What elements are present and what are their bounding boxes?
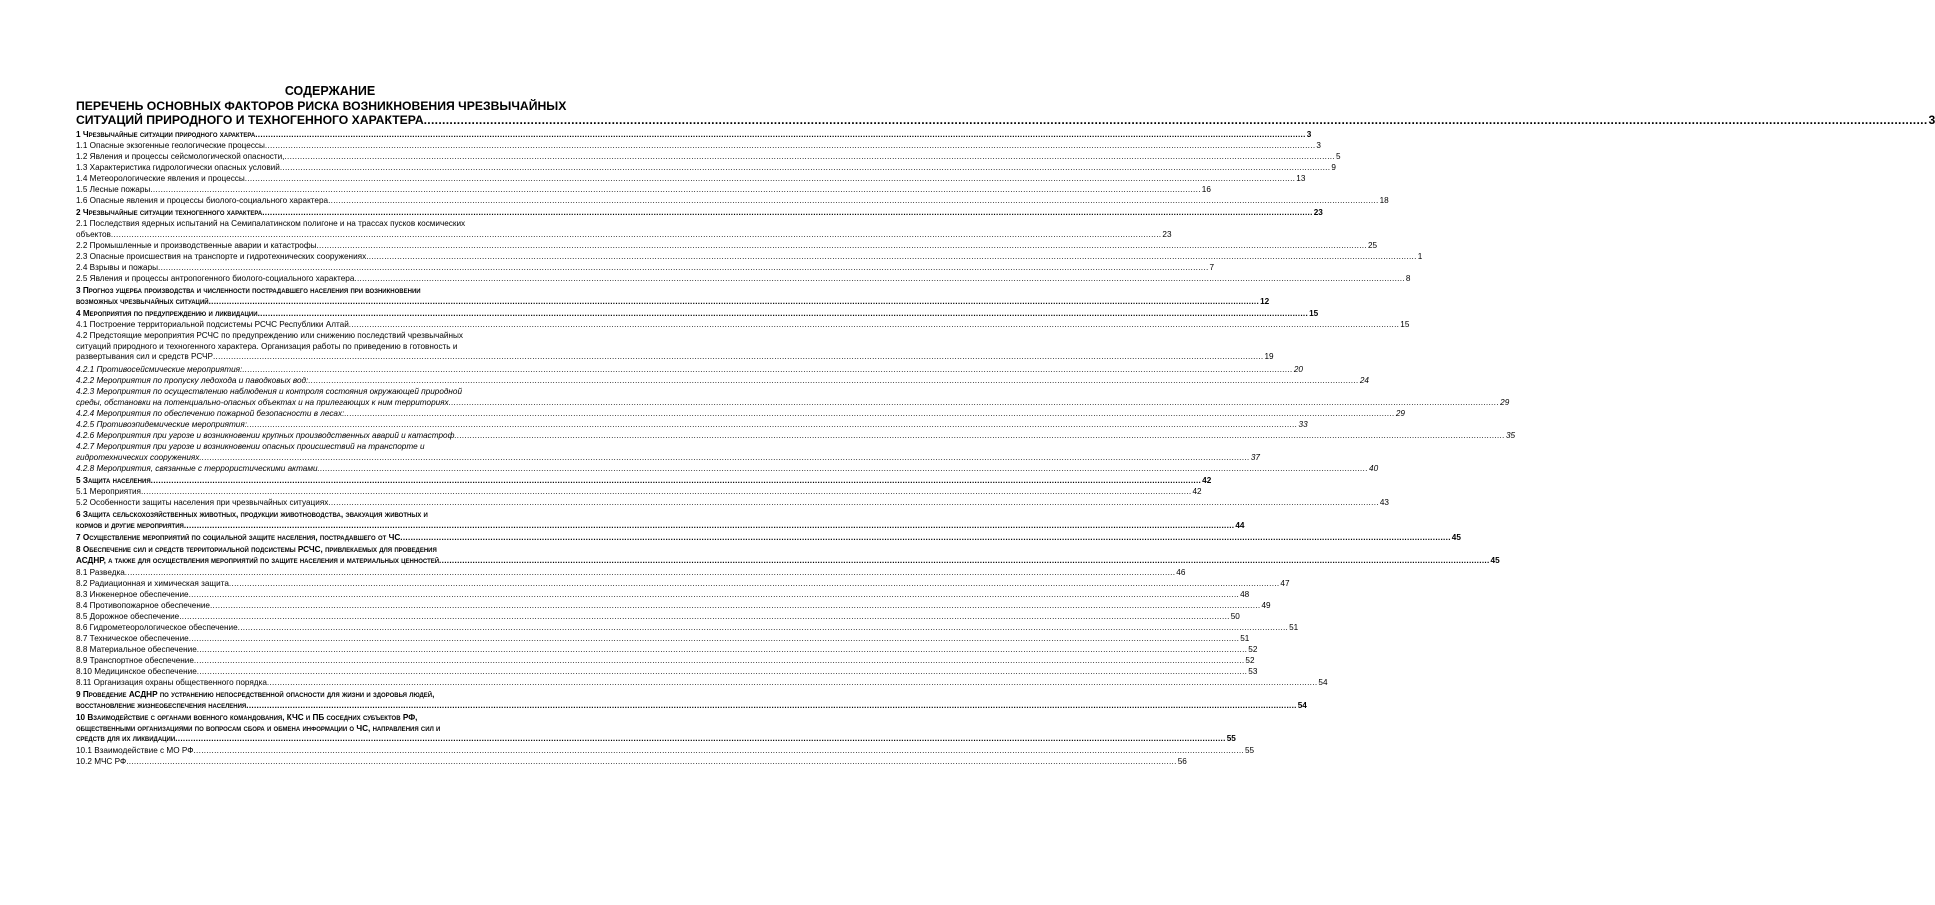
dot-leader xyxy=(255,130,1306,141)
page-number: 44 xyxy=(1235,520,1245,530)
toc-entry-3[interactable] xyxy=(76,286,1270,307)
toc-entry-7[interactable] xyxy=(76,533,1461,544)
toc-entry-10-2[interactable] xyxy=(76,757,1187,768)
entry-text: 8.6 Гидрометеорологическое обеспечение xyxy=(76,623,238,632)
dot-leader xyxy=(344,409,1395,420)
page-number: 7 xyxy=(1209,263,1215,272)
toc-entry-4-2-8[interactable] xyxy=(76,464,1379,475)
dot-leader xyxy=(193,746,1244,757)
dot-leader xyxy=(175,734,1226,745)
toc-entry-8-1[interactable] xyxy=(76,568,1186,579)
page-number: 54 xyxy=(1318,678,1328,687)
dot-leader xyxy=(245,174,1296,185)
page-number: 24 xyxy=(1359,376,1369,385)
dot-leader xyxy=(125,568,1176,579)
toc-entry-10-1[interactable] xyxy=(76,746,1255,757)
page-number: 15 xyxy=(1309,309,1319,318)
page-number: 23 xyxy=(1313,208,1323,217)
entry-text: 8.5 Дорожное обеспечение xyxy=(76,612,180,621)
dot-leader xyxy=(265,141,1316,152)
toc-entry-4-2-2[interactable] xyxy=(76,376,1369,387)
entry-text: среды, обстановки на потенциально-опасных объектах и на прилегающих к ним территориях xyxy=(76,397,449,407)
toc-entry-8-8[interactable] xyxy=(76,645,1258,656)
dot-leader xyxy=(247,420,1298,431)
entry-text: 2.2 Промышленные и производственные аварии и катастрофы xyxy=(76,241,317,250)
toc-entry-8-11[interactable] xyxy=(76,678,1328,689)
dot-leader xyxy=(366,252,1417,263)
entry-text: 2.5 Явления и процессы антропогенного биолого-социального характера xyxy=(76,274,355,283)
entry-text: 5 Защита населения xyxy=(76,476,151,485)
toc-entry-5-1[interactable] xyxy=(76,487,1202,498)
entry-text-line: 4.2.7 Мероприятия при угрозе и возникновении опасных происшествий на транспорте и xyxy=(76,442,425,451)
page-number: 53 xyxy=(1248,667,1258,676)
page-number: 51 xyxy=(1289,623,1299,632)
subtitle-line-1: ПЕРЕЧЕНЬ ОСНОВНЫХ ФАКТОРОВ РИСКА ВОЗНИКНОВЕНИЯ ЧРЕЗВЫЧАЙНЫХ xyxy=(76,99,567,113)
entry-text-line: 4.2.3 Мероприятия по осуществлению наблюдения и контроля состояния окружающей природной xyxy=(76,387,463,396)
page-number: 50 xyxy=(1230,612,1240,621)
subtitle-line-2 xyxy=(76,113,1935,127)
entry-text-line: 6 Защита сельскохозяйственных животных, продукции животноводства, эвакуация животных и xyxy=(76,510,428,519)
toc-entry-8-9[interactable] xyxy=(76,656,1255,667)
page-number: 51 xyxy=(1240,634,1250,643)
dot-leader xyxy=(439,556,1490,567)
entry-text-line: 2.1 Последствия ядерных испытаний на Семипалатинском полигоне и на трассах пусков космических xyxy=(76,219,466,228)
page-number: 19 xyxy=(1264,352,1274,362)
dot-leader xyxy=(197,645,1248,656)
page-title: СОДЕРЖАНИЕ xyxy=(284,84,376,98)
page-number: 18 xyxy=(1379,196,1389,205)
dot-leader xyxy=(151,476,1202,487)
entry-text-line: 3 Прогноз ущерба производства и численности пострадавшего населения при возникновении xyxy=(76,286,421,295)
entry-text: 8.8 Материальное обеспечение xyxy=(76,645,197,654)
entry-text: 2.4 Взрывы и пожары xyxy=(76,263,159,272)
dot-leader xyxy=(328,196,1379,207)
toc-entry-4-2-4[interactable] xyxy=(76,409,1405,420)
dot-leader xyxy=(209,297,1260,308)
entry-text: 8.3 Инженерное обеспечение xyxy=(76,590,189,599)
page-number: 29 xyxy=(1500,397,1510,407)
page-number: 56 xyxy=(1177,757,1187,766)
page-number: 42 xyxy=(1202,476,1212,485)
page-number: 45 xyxy=(1451,533,1461,542)
entry-text-line: 4.2 Предстоящие мероприятия РСЧС по предупреждению или снижению последствий чрезвычайных xyxy=(76,331,463,340)
dot-leader xyxy=(111,230,1162,241)
entry-text: средств для их ликвидации xyxy=(76,734,176,744)
entry-text: 4.2.6 Мероприятия при угрозе и возникновении крупных производственных аварий и катастроф xyxy=(76,431,455,440)
toc-entry-6[interactable] xyxy=(76,510,1245,531)
toc-entry-1-4[interactable] xyxy=(76,174,1306,185)
dot-leader xyxy=(150,185,1201,196)
entry-text: 4.2.5 Противоэпидемические мероприятия: xyxy=(76,420,248,429)
entry-text: 5.1 Мероприятия xyxy=(76,487,141,496)
page-number: 40 xyxy=(1369,464,1379,473)
dot-leader xyxy=(316,241,1367,252)
entry-text: возможных чрезвычайных ситуаций xyxy=(76,296,209,306)
page-number: 15 xyxy=(1400,320,1410,329)
toc-entry-2-4[interactable] xyxy=(76,263,1215,274)
entry-text: АСДНР, а также для осуществления мероприятий по защите населения и материальных ценностей xyxy=(76,555,440,565)
toc-entry-8-10[interactable] xyxy=(76,667,1258,678)
dot-leader xyxy=(349,320,1400,331)
entry-text: 1.3 Характеристика гидрологически опасных условий xyxy=(76,163,280,172)
page-number: 43 xyxy=(1379,498,1389,507)
page-number: 37 xyxy=(1250,452,1260,462)
page-number: 52 xyxy=(1248,645,1258,654)
page-number: 12 xyxy=(1260,296,1270,306)
entry-text: 4.2.2 Мероприятия по пропуску ледохода и паводковых вод: xyxy=(76,376,309,385)
entry-text: 4.2.4 Мероприятия по обеспечению пожарной безопасности в лесах: xyxy=(76,409,345,418)
dot-leader xyxy=(258,309,1309,320)
toc-entry-9[interactable] xyxy=(76,690,1307,711)
dot-leader xyxy=(194,656,1245,667)
page-number: 3 xyxy=(1928,113,1935,127)
toc-entry-4-2-5[interactable] xyxy=(76,420,1308,431)
subtitle-text: СИТУАЦИЙ ПРИРОДНОГО И ТЕХНОГЕННОГО ХАРАКТЕРА xyxy=(76,113,424,127)
entry-text: 1.4 Метеорологические явления и процессы xyxy=(76,174,245,183)
page-number: 45 xyxy=(1490,555,1500,565)
dot-leader xyxy=(197,667,1248,678)
dot-leader xyxy=(267,678,1318,689)
dot-leader xyxy=(354,274,1405,285)
entry-text: 8.10 Медицинское обеспечение xyxy=(76,667,197,676)
entry-text: 1.5 Лесные пожары xyxy=(76,185,151,194)
entry-text: 10.1 Взаимодействие с МО РФ xyxy=(76,746,194,755)
page-number: 3 xyxy=(1306,130,1312,139)
toc-entry-2-1[interactable] xyxy=(76,219,1172,240)
toc-entry-8-5[interactable] xyxy=(76,612,1240,623)
dot-leader xyxy=(262,208,1313,219)
dot-leader xyxy=(284,152,1335,163)
dot-leader xyxy=(246,701,1297,712)
toc-entry-8-7[interactable] xyxy=(76,634,1250,645)
page-number: 29 xyxy=(1395,409,1405,418)
entry-text-line: 10 Взаимодействие с органами военного командования, КЧС и ПБ соседних субъектов РФ, xyxy=(76,713,418,722)
page-number: 42 xyxy=(1192,487,1202,496)
entry-text: 8.2 Радиационная и химическая защита xyxy=(76,579,229,588)
toc-entry-2[interactable] xyxy=(76,208,1323,219)
toc-entry-8-6[interactable] xyxy=(76,623,1299,634)
toc-entry-1-6[interactable] xyxy=(76,196,1389,207)
page-number: 54 xyxy=(1297,700,1307,710)
dot-leader xyxy=(213,352,1264,363)
entry-text: 8.4 Противопожарное обеспечение xyxy=(76,601,210,610)
dot-leader xyxy=(179,612,1230,623)
entry-text-line: 9 Проведение АСДНР по устранению непосредственной опасности для жизни и здоровья людей, xyxy=(76,690,435,699)
toc-entry-1-2[interactable] xyxy=(76,152,1341,163)
entry-text: 8.11 Организация охраны общественного порядка xyxy=(76,678,267,687)
entry-text: 10.2 МЧС РФ xyxy=(76,757,127,766)
page-number: 52 xyxy=(1245,656,1255,665)
toc-entry-4-2[interactable] xyxy=(76,331,1274,363)
page-number: 1 xyxy=(1417,252,1423,261)
dot-leader xyxy=(318,464,1369,475)
entry-text: 2.3 Опасные происшествия на транспорте и гидротехнических сооружениях xyxy=(76,252,367,261)
entry-text: 8.9 Транспортное обеспечение xyxy=(76,656,194,665)
page-number: 20 xyxy=(1293,365,1303,374)
entry-text: 7 Осуществление мероприятий по социальной защите населения, пострадавшего от ЧС xyxy=(76,533,401,542)
entry-text: 5.2 Особенности защиты населения при чрезвычайных ситуациях xyxy=(76,498,329,507)
dot-leader xyxy=(184,521,1235,532)
entry-text: кормов и другие мероприятия xyxy=(76,520,184,530)
entry-text: 1.6 Опасные явления и процессы биолого-социального характера xyxy=(76,196,329,205)
toc-entry-10[interactable] xyxy=(76,713,1236,745)
entry-text: 1.1 Опасные экзогенные геологические процессы xyxy=(76,141,265,150)
dot-leader xyxy=(424,113,1928,127)
entry-text: 4.2.8 Мероприятия, связанные с террористическими актами xyxy=(76,464,318,473)
page-number: 3 xyxy=(1316,141,1321,150)
page-number: 9 xyxy=(1331,163,1336,172)
dot-leader xyxy=(328,498,1379,509)
toc-entry-5-2[interactable] xyxy=(76,498,1389,509)
toc-entry-1[interactable] xyxy=(76,130,1312,141)
entry-text: восстановление жизнеобеспечения населения xyxy=(76,700,247,710)
page-number: 46 xyxy=(1176,568,1186,577)
dot-leader xyxy=(242,365,1293,376)
toc-entry-1-3[interactable] xyxy=(76,163,1336,174)
toc-entry-8[interactable] xyxy=(76,545,1500,566)
page-number: 33 xyxy=(1298,420,1308,429)
toc-entry-8-2[interactable] xyxy=(76,579,1290,590)
entry-text: развертывания сил и средств РСЧР xyxy=(76,352,213,362)
page-number: 5 xyxy=(1335,152,1341,161)
dot-leader xyxy=(400,533,1451,544)
toc-entry-4-2-3[interactable] xyxy=(76,387,1510,408)
page-number: 8 xyxy=(1405,274,1411,283)
page-number: 25 xyxy=(1367,241,1378,250)
dot-leader xyxy=(141,487,1192,498)
toc-entry-4[interactable] xyxy=(76,309,1319,320)
entry-text: 1.2 Явления и процессы сейсмологической опасности, xyxy=(76,152,285,161)
dot-leader xyxy=(238,623,1289,634)
page-number: 35 xyxy=(1505,431,1516,440)
dot-leader xyxy=(199,453,1250,464)
toc-entry-4-2-7[interactable] xyxy=(76,442,1260,463)
dot-leader xyxy=(189,590,1240,601)
dot-leader xyxy=(229,579,1280,590)
entry-text: 4.1 Построение территориальной подсистемы РСЧС Республики Алтай xyxy=(76,320,349,329)
dot-leader xyxy=(308,376,1359,387)
toc-subtitle[interactable] xyxy=(76,99,1935,127)
entry-text: 1 Чрезвычайные ситуации природного характера xyxy=(76,130,256,139)
page-number: 48 xyxy=(1240,590,1250,599)
dot-leader xyxy=(158,263,1209,274)
toc-entry-1-1[interactable] xyxy=(76,141,1321,152)
page-number: 16 xyxy=(1201,185,1211,194)
toc-entry-1-5[interactable] xyxy=(76,185,1211,196)
page-number: 55 xyxy=(1226,734,1236,744)
page-number: 23 xyxy=(1162,229,1172,239)
toc-entry-4-1[interactable] xyxy=(76,320,1410,331)
toc-entry-8-3[interactable] xyxy=(76,590,1250,601)
entry-text: 4.2.1 Противосейсмические мероприятия: xyxy=(76,365,243,374)
entry-text-line: ситуаций природного и техногенного характера. Организация работы по приведению в готовность и xyxy=(76,341,458,351)
toc-entry-4-2-1[interactable] xyxy=(76,365,1303,376)
entry-text-line: общественными организациями по вопросам сбора и обмена информации о ЧС, направления сил и xyxy=(76,723,441,733)
page-number: 13 xyxy=(1296,174,1306,183)
dot-leader xyxy=(210,601,1261,612)
entry-text: 2 Чрезвычайные ситуации техногенного характера xyxy=(76,208,263,217)
toc-entry-4-2-6[interactable] xyxy=(76,431,1516,442)
page-number: 55 xyxy=(1244,746,1255,755)
entry-text: объектов xyxy=(76,229,111,239)
entry-text: 8.7 Техническое обеспечение xyxy=(76,634,189,643)
dot-leader xyxy=(189,634,1240,645)
entry-text-line: 8 Обеспечение сил и средств территориальной подсистемы РСЧС, привлекаемых для проведения xyxy=(76,545,437,554)
toc-entry-2-3[interactable] xyxy=(76,252,1423,263)
toc-entry-8-4[interactable] xyxy=(76,601,1271,612)
entry-text: гидротехнических сооружениях xyxy=(76,452,200,462)
dot-leader xyxy=(449,398,1500,409)
dot-leader xyxy=(126,757,1177,768)
toc-entry-2-2[interactable] xyxy=(76,241,1378,252)
entry-text: 8.1 Разведка xyxy=(76,568,125,577)
toc-entry-5[interactable] xyxy=(76,476,1212,487)
dot-leader xyxy=(280,163,1331,174)
page-number: 49 xyxy=(1261,601,1271,610)
entry-text: 4 Мероприятия по предупреждению и ликвидации xyxy=(76,309,258,318)
dot-leader xyxy=(454,431,1505,442)
page-number: 47 xyxy=(1280,579,1290,588)
toc-entry-2-5[interactable] xyxy=(76,274,1411,285)
